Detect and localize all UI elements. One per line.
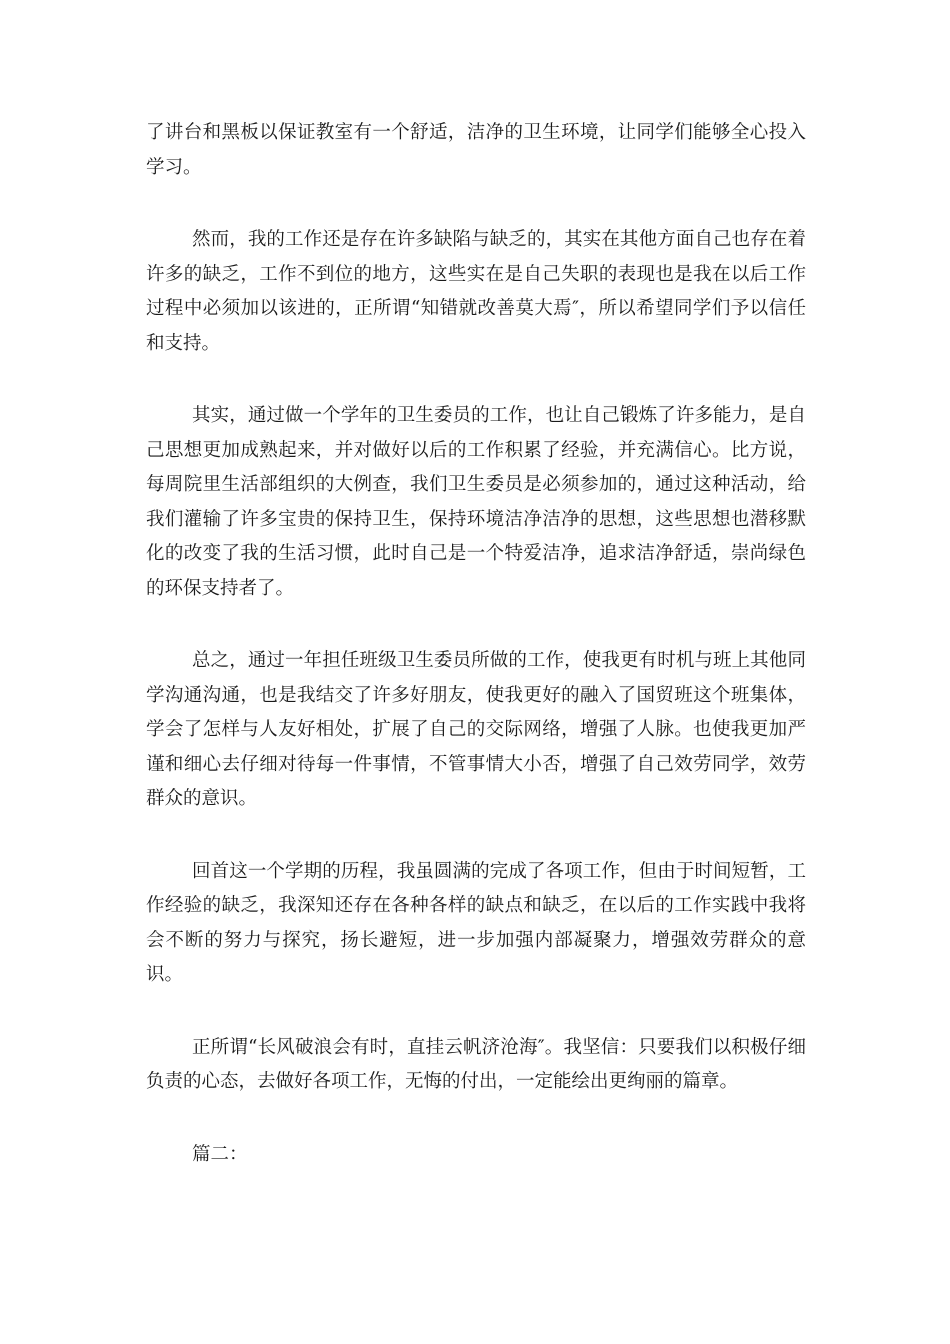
paragraph-1: 了讲台和黑板以保证教室有一个舒适，洁净的卫生环境，让同学们能够全心投入学习。 (146, 122, 806, 178)
paragraph-6: 正所谓“长风破浪会有时，直挂云帆济沧海″。我坚信：只要我们以积极仔细负责的心态，去做好各项工作，无悔的付出，一定能绘出更绚丽的篇章。 (146, 1036, 806, 1092)
paragraph-5: 回首这一个学期的历程，我虽圆满的完成了各项工作，但由于时间短暂，工作经验的缺乏，我深知还存在各种各样的缺点和缺乏，在以后的工作实践中我将会不断的努力与探究，扬长避短，进一步加强内部凝聚力，增强效劳群众的意识。 (146, 860, 806, 985)
paragraph-3: 其实，通过做一个学年的卫生委员的工作，也让自己锻炼了许多能力，是自己思想更加成熟起来，并对做好以后的工作积累了经验，并充满信心。比方说，每周院里生活部组织的大例查，我们卫生委员是必须参加的，通过这种活动，给我们灌输了许多宝贵的保持卫生，保持环境洁净洁净的思想，这些思想也潜移默化的改变了我的生活习惯，此时自己是一个特爱洁净，追求洁净舒适，崇尚绿色的环保支持者了。 (146, 405, 806, 599)
document-body (146, 116, 806, 1210)
section-heading: 篇二： (192, 1143, 248, 1165)
paragraph-2: 然而，我的工作还是存在许多缺陷与缺乏的，其实在其他方面自己也存在着许多的缺乏，工作不到位的地方，这些实在是自己失职的表现也是我在以后工作过程中必须加以该进的，正所谓“知错就改善莫大焉″，所以希望同学们予以信任和支持。 (146, 229, 806, 354)
paragraph-4: 总之，通过一年担任班级卫生委员所做的工作，使我更有时机与班上其他同学沟通沟通，也是我结交了许多好朋友，使我更好的融入了国贸班这个班集体，学会了怎样与人友好相处，扩展了自己的交际网络，增强了人脉。也使我更加严谨和细心去仔细对待每一件事情，不管事情大小否，增强了自己效劳同学，效劳群众的意识。 (146, 650, 806, 809)
